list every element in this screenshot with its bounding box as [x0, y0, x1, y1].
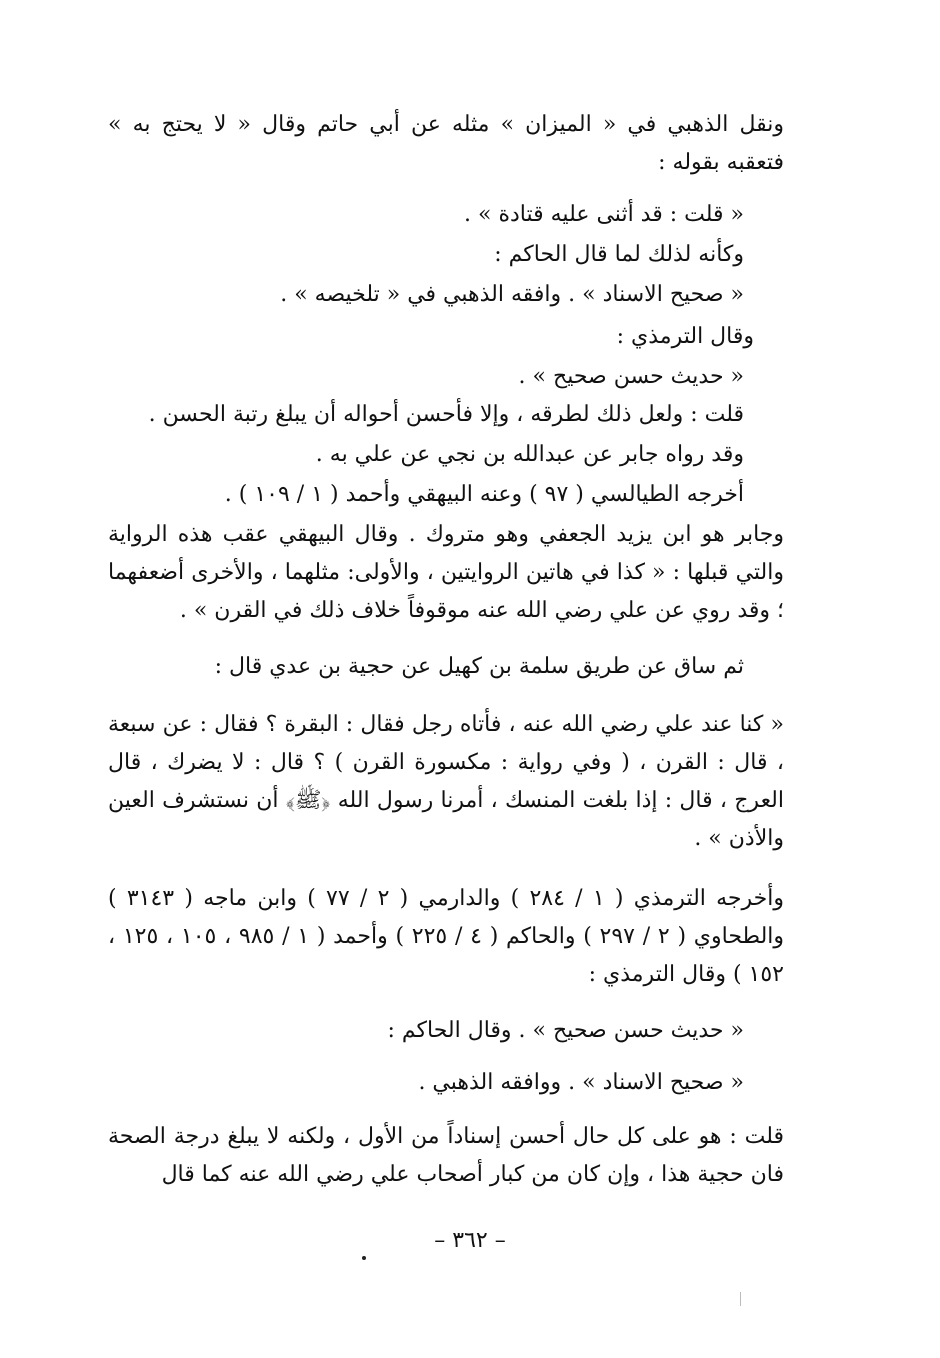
quote-sahih-isnad-dhahabi: « صحيح الاسناد » . ووافقه الذهبي . [418, 1070, 744, 1095]
paragraph-takhrij: وأخرجه الترمذي ( ١ / ٢٨٤ ) والدارمي ( ٢ / ٧٧ ) وابن ماجه ( ٣١٤٣ ) والطحاوي ( ٢ / ٢٩٧ ) والحاكم ( ٤ / ٢٢٥ ) وأحمد ( ١ / ٩٨٥ ، ١٠٥ ، ١٢٥ ، ١٥٢ ) وقال الترمذي : [108, 886, 785, 987]
quote-hasan-sahih-hakim: « حديث حسن صحيح » . وقال الحاكم : [387, 1018, 744, 1043]
paragraph-jabir-jufi: وجابر هو ابن يزيد الجعفي وهو متروك . وقال البيهقي عقب هذه الرواية والتي قبلها : « كذا في هاتين الروايتين ، والأولى: مثلهما ، والأخرى أضعفهما ؛ وقد روي عن علي رضي الله عنه موقوفاً خلاف ذلك في القرن » . [108, 522, 784, 623]
paragraph-hadith-quote: « كنا عند علي رضي الله عنه ، فأتاه رجل فقال : البقرة ؟ فقال : عن سبعة ، قال : القرن ، ( وفي رواية : مكسورة القرن ) ؟ قال : لا يضرك ، قال العرج ، قال : إذا بلغت المنسك ، أمرنا رسول الله ﴿ﷺ﴾ أن نستشرف العين والأذن » . [108, 712, 784, 851]
quote-qatada: « قلت : قد أثنى عليه قتادة » . [464, 202, 744, 227]
page-number: – ٣٦٢ – [434, 1228, 506, 1253]
print-speck [362, 1256, 366, 1260]
paragraph-dhahabi-mizan: ونقل الذهبي في « الميزان » مثله عن أبي حاتم وقال « لا يحتج به » فتعقبه بقوله : [108, 112, 784, 175]
paragraph-conclusion: قلت : هو على كل حال أحسن إسناداً من الأول ، ولكنه لا يبلغ درجة الصحة فان حجية هذا ، وإن كان من كبار أصحاب علي رضي الله عنه كما قال [108, 1124, 784, 1187]
line-salama-chain: ثم ساق عن طريق سلمة بن كهيل عن حجية بن عدي قال : [214, 654, 744, 679]
scan-mark [740, 1292, 741, 1306]
line-hasan-rank: قلت : ولعل ذلك لطرقه ، وإلا فأحسن أحواله أن يبلغ رتبة الحسن . [148, 402, 744, 427]
quote-hasan-sahih: « حديث حسن صحيح » . [518, 364, 744, 389]
line-hakim-said: وكأنه لذلك لما قال الحاكم : [494, 242, 744, 267]
line-tayalisi: أخرجه الطيالسي ( ٩٧ ) وعنه البيهقي وأحمد ( ١ / ١٠٩ ) . [224, 482, 744, 507]
line-tirmidhi-said: وقال الترمذي : [616, 324, 754, 349]
line-jabir-narration: وقد رواه جابر عن عبدالله بن نجي عن علي به . [315, 442, 744, 467]
quote-sahih-isnad: « صحيح الاسناد » . وافقه الذهبي في « تلخيصه » . [280, 282, 744, 307]
